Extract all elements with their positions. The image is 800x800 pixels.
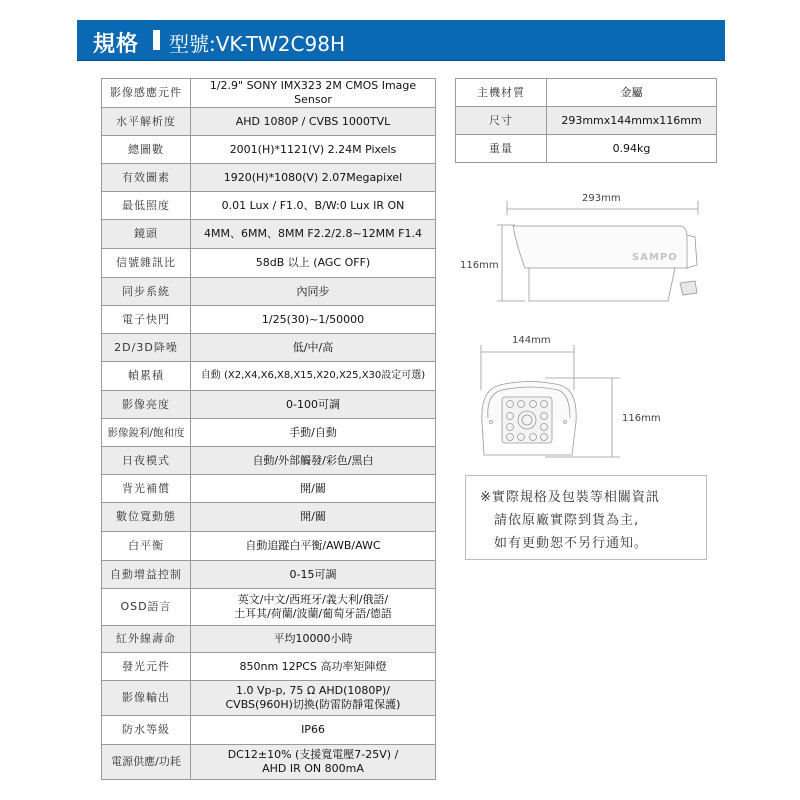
row-value-line2: AHD IR ON 800mA <box>262 762 364 775</box>
side-width-label: 293mm <box>582 193 621 204</box>
row-label: 信號雜訊比 <box>102 249 191 278</box>
table-row <box>102 681 436 716</box>
physical-spec-table <box>455 78 717 163</box>
row-label: 幀累積 <box>102 362 191 391</box>
table-row <box>102 164 436 192</box>
front-view-diagram <box>460 330 720 460</box>
brand-logo: SAMPO <box>632 252 678 263</box>
row-value: 2001(H)*1121(V) 2.24M Pixels <box>191 136 436 164</box>
row-label: 鏡頭 <box>102 220 191 249</box>
camera-front-view-icon <box>460 330 720 460</box>
table-row <box>456 79 717 107</box>
table-row <box>102 532 436 561</box>
spec-table <box>101 78 436 780</box>
table-row <box>102 561 436 589</box>
row-label: 總圖數 <box>102 136 191 164</box>
table-row <box>102 136 436 164</box>
row-label: 日夜模式 <box>102 447 191 475</box>
row-label: 水平解析度 <box>102 108 191 136</box>
row-label: 2D/3D降噪 <box>102 334 191 362</box>
row-value: 0-100可調 <box>191 391 436 419</box>
row-value: IP66 <box>191 716 436 745</box>
row-label: 主機材質 <box>456 79 547 107</box>
row-value: 開/關 <box>191 475 436 503</box>
row-label: 有效圖素 <box>102 164 191 192</box>
table-row <box>102 391 436 419</box>
row-label: 防水等級 <box>102 716 191 745</box>
spec-title: 規格 <box>93 32 140 57</box>
front-width-label: 144mm <box>512 335 551 346</box>
table-row <box>102 220 436 249</box>
side-view-diagram <box>455 185 725 310</box>
row-label: 紅外線壽命 <box>102 626 191 653</box>
row-value-line1: DC12±10% (支援寬電壓7-25V) / <box>227 748 399 761</box>
row-value: 1/25(30)~1/50000 <box>191 306 436 334</box>
row-value-line2: CVBS(960H)切換(防雷防靜電保護) <box>225 698 401 711</box>
spec-header-bar <box>77 20 725 61</box>
row-value: 手動/自動 <box>191 419 436 447</box>
row-label: 白平衡 <box>102 532 191 561</box>
row-value-line1: 1.0 Vp-p, 75 Ω AHD(1080P)/ <box>235 684 391 697</box>
row-label: 背光補償 <box>102 475 191 503</box>
table-row <box>102 503 436 532</box>
row-label: 自動增益控制 <box>102 561 191 589</box>
row-value: 1/2.9" SONY IMX323 2M CMOS Image Sensor <box>191 79 436 108</box>
table-row <box>456 135 717 163</box>
model-number: 型號:VK-TW2C98H <box>169 32 345 56</box>
row-label: 影像亮度 <box>102 391 191 419</box>
table-row <box>102 108 436 136</box>
table-row <box>102 419 436 447</box>
row-value: AHD 1080P / CVBS 1000TVL <box>191 108 436 136</box>
table-row <box>102 306 436 334</box>
row-value: 自動/外部觸發/彩色/黑白 <box>191 447 436 475</box>
note-line-1: ※實際規格及包裝等相關資訊 <box>480 490 660 505</box>
row-value-line2: 土耳其/荷蘭/波蘭/葡萄牙語/德語 <box>234 607 392 620</box>
row-value: 自動 (X2,X4,X6,X8,X15,X20,X25,X30設定可選) <box>191 362 436 391</box>
row-value <box>191 745 436 780</box>
side-height-label: 116mm <box>460 260 499 271</box>
table-row <box>102 249 436 278</box>
row-value: 內同步 <box>191 278 436 306</box>
row-value: 平均10000小時 <box>191 626 436 653</box>
table-row <box>102 475 436 503</box>
table-row <box>102 589 436 626</box>
row-value <box>191 681 436 716</box>
note-line-2: 請依原廠實際到貨為主, <box>494 513 640 528</box>
row-value: 金屬 <box>547 79 717 107</box>
row-value: 850nm 12PCS 高功率矩陣燈 <box>191 653 436 681</box>
row-value: 4MM、6MM、8MM F2.2/2.8~12MM F1.4 <box>191 220 436 249</box>
row-label: 電子快門 <box>102 306 191 334</box>
row-value: 低/中/高 <box>191 334 436 362</box>
row-value: 自動追蹤白平衡/AWB/AWC <box>191 532 436 561</box>
table-row <box>102 745 436 780</box>
table-row <box>102 362 436 391</box>
table-row <box>102 716 436 745</box>
table-row <box>102 653 436 681</box>
row-value: 0.01 Lux / F1.0、B/W:0 Lux IR ON <box>191 192 436 220</box>
table-row <box>102 626 436 653</box>
row-label: 電源供應/功耗 <box>102 745 191 780</box>
title-divider-bar <box>153 30 160 50</box>
row-value: 0.94kg <box>547 135 717 163</box>
table-row <box>102 79 436 108</box>
row-value: 0-15可調 <box>191 561 436 589</box>
row-label: 影像銳利/飽和度 <box>102 419 191 447</box>
row-label: 尺寸 <box>456 107 547 135</box>
row-value-line1: 英文/中文/西班牙/義大利/俄語/ <box>237 593 389 606</box>
row-value: 開/關 <box>191 503 436 532</box>
table-row <box>102 278 436 306</box>
row-label: 同步系統 <box>102 278 191 306</box>
row-value: 293mmx144mmx116mm <box>547 107 717 135</box>
row-value: 58dB 以上 (AGC OFF) <box>191 249 436 278</box>
table-row <box>102 334 436 362</box>
row-label: 發光元件 <box>102 653 191 681</box>
table-row <box>102 192 436 220</box>
row-label: 數位寬動態 <box>102 503 191 532</box>
row-label: 重量 <box>456 135 547 163</box>
row-label: 影像感應元件 <box>102 79 191 108</box>
note-line-3: 如有更動恕不另行通知。 <box>494 536 649 551</box>
disclaimer-note <box>465 475 707 560</box>
row-label: OSD語言 <box>102 589 191 626</box>
row-value: 1920(H)*1080(V) 2.07Megapixel <box>191 164 436 192</box>
table-row <box>102 447 436 475</box>
table-row <box>456 107 717 135</box>
front-height-label: 116mm <box>622 413 661 424</box>
row-value <box>191 589 436 626</box>
row-label: 影像輸出 <box>102 681 191 716</box>
row-label: 最低照度 <box>102 192 191 220</box>
